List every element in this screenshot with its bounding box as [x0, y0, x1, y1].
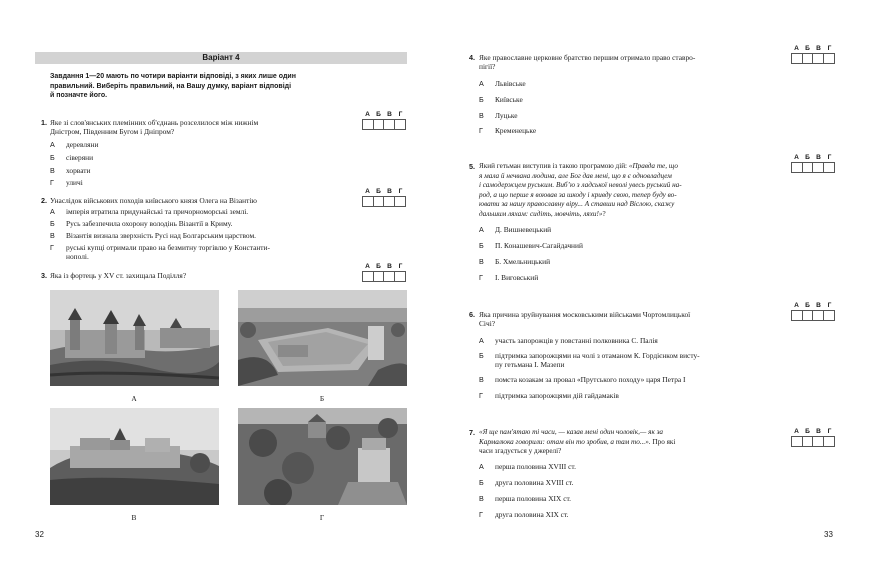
q5-question — [479, 162, 682, 220]
q7-option-g-letter: Г — [479, 510, 483, 519]
q5-quote-line-3: род, а що перше я воював за шкоду і кривду свою, тепер буду во- — [479, 190, 677, 199]
q5-quote-line-4: ювати за нашу православну віру... А ставши над Віслою, скажу — [479, 200, 675, 209]
q5-option-v-text: Б. Хмельницький — [495, 257, 551, 266]
q6-option-b-letter: Б — [479, 351, 484, 360]
variant-title: Варіант 4 — [35, 52, 407, 64]
q2-option-a-letter: А — [50, 207, 55, 216]
instructions-line-2: правильний. Виберіть правильний, на Вашу думку, варіант відповіді — [50, 82, 292, 90]
q2-option-b-letter: Б — [50, 219, 55, 228]
answer-letter: В — [816, 45, 821, 52]
q4-option-g-text: Кременецьке — [495, 126, 537, 135]
q5-lead-text: Який гетьман виступив із такою програмою дій: — [479, 162, 629, 170]
answer-cell-a[interactable] — [792, 437, 803, 446]
q6-option-v-letter: В — [479, 375, 484, 384]
answer-letter: А — [365, 188, 370, 195]
q5-number: 5. — [469, 162, 475, 171]
q4-question — [479, 53, 695, 71]
answer-cell-b[interactable] — [803, 437, 814, 446]
q1-option-g-text: уличі — [66, 178, 83, 187]
q1-option-b-letter: Б — [50, 153, 55, 162]
q5-quote-end: дальшим ляхам: сидіть, мовчіть, ляхи!» — [479, 209, 603, 218]
q5-answer-grid[interactable] — [791, 153, 835, 173]
answer-cell-a[interactable] — [363, 197, 374, 206]
fortress-caption-a: А — [131, 394, 137, 403]
q2-number: 2. — [41, 196, 47, 205]
answer-letter: В — [387, 263, 392, 270]
answer-cell-a[interactable] — [792, 54, 803, 63]
instructions-line-3: й позначте його. — [50, 92, 108, 99]
answer-cell-v[interactable] — [813, 54, 824, 63]
q2-question: Унаслідок військових походів київського князя Олега на Візантію — [50, 196, 257, 205]
answer-cell-b[interactable] — [803, 54, 814, 63]
page-number-left: 32 — [35, 530, 44, 539]
q7-number: 7. — [469, 428, 475, 437]
q2-option-g-letter: Г — [50, 243, 54, 252]
answer-letter: Г — [398, 188, 403, 195]
q4-option-b-text: Київське — [495, 95, 523, 104]
q1-answer-grid[interactable] — [362, 110, 406, 130]
q5-option-a-text: Д. Вишневецький — [495, 225, 552, 234]
q4-option-a-letter: А — [479, 79, 484, 88]
q7-option-v-letter: В — [479, 494, 484, 503]
answer-letter: Б — [805, 45, 810, 52]
q5-option-a-letter: А — [479, 225, 484, 234]
answer-cell-g[interactable] — [824, 311, 834, 320]
answer-cell-b[interactable] — [803, 311, 814, 320]
q2-option-v-text: Візантія визнала зверхність Русі над Болгарським царством. — [66, 231, 256, 240]
q6-option-a-text: участь запорожців у повстанні полковника С. Палія — [495, 336, 658, 345]
answer-cell-b[interactable] — [374, 197, 385, 206]
answer-cell-b[interactable] — [803, 163, 814, 172]
answer-cell-v[interactable] — [384, 272, 395, 281]
answer-cell-a[interactable] — [363, 120, 374, 129]
answer-letter: Б — [805, 428, 810, 435]
q1-option-a-text: деревляни — [66, 140, 99, 149]
fortress-photo-g[interactable] — [238, 408, 407, 505]
answer-cell-b[interactable] — [374, 120, 385, 129]
fortress-photo-a[interactable] — [50, 290, 219, 386]
answer-letter: Г — [827, 302, 832, 309]
fortress-photo-b[interactable] — [238, 290, 407, 386]
q4-answer-grid[interactable] — [791, 44, 835, 64]
q7-quote-line-2: Кармалюка говорили: отам він то зробив, а там то...». — [479, 437, 651, 446]
answer-letter: Г — [827, 428, 832, 435]
q7-option-b-text: друга половина XVIII ст. — [495, 478, 574, 487]
q7-text-tail: Про які — [650, 437, 676, 446]
answer-cell-g[interactable] — [395, 197, 405, 206]
q1-option-g-letter: Г — [50, 178, 54, 187]
answer-cell-g[interactable] — [395, 272, 405, 281]
answer-letter: Г — [827, 154, 832, 161]
instructions — [50, 72, 296, 101]
page-number-right: 33 — [824, 530, 833, 539]
answer-letter: Б — [376, 263, 381, 270]
answer-cell-g[interactable] — [824, 163, 834, 172]
fortress-photo-v[interactable] — [50, 408, 219, 505]
q1-option-v-text: хорвати — [66, 166, 91, 175]
answer-cell-g[interactable] — [395, 120, 405, 129]
answer-cell-v[interactable] — [813, 311, 824, 320]
answer-cell-g[interactable] — [824, 437, 834, 446]
q6-option-g-letter: Г — [479, 391, 483, 400]
q6-option-g-text: підтримка запорожцями дій гайдамаків — [495, 391, 619, 400]
answer-letter: А — [794, 428, 799, 435]
answer-cell-v[interactable] — [813, 437, 824, 446]
q7-question-line-2 — [479, 438, 675, 448]
q7-option-a-text: перша половина XVIII ст. — [495, 462, 576, 471]
answer-letter: В — [816, 302, 821, 309]
q7-option-g-text: друга половина XIX ст. — [495, 510, 569, 519]
q7-option-b-letter: Б — [479, 478, 484, 487]
q2-answer-grid[interactable] — [362, 187, 406, 207]
q5-quote-line-5 — [479, 210, 682, 220]
answer-letter: А — [794, 45, 799, 52]
q7-answer-grid[interactable] — [791, 427, 835, 447]
answer-letter: А — [365, 111, 370, 118]
q2-option-g-line-1: руські купці отримали право на безмитну торгівлю у Константи- — [66, 243, 270, 252]
q7-option-a-letter: А — [479, 462, 484, 471]
q1-option-a-letter: А — [50, 140, 55, 149]
answer-letter: В — [387, 188, 392, 195]
answer-letter: Г — [398, 263, 403, 270]
q4-question-line-2: пігії? — [479, 62, 496, 71]
q5-option-g-text: І. Виговський — [495, 273, 539, 282]
answer-cell-v[interactable] — [813, 163, 824, 172]
q1-question-line-2: Дністром, Південним Бугом і Дніпром? — [50, 127, 175, 136]
answer-letter: Б — [376, 188, 381, 195]
q6-question-line-2: Січі? — [479, 319, 496, 328]
answer-cell-a[interactable] — [363, 272, 374, 281]
q5-question-mark: ? — [602, 209, 606, 218]
q4-option-b-letter: Б — [479, 95, 484, 104]
q6-answer-grid[interactable] — [791, 301, 835, 321]
q1-option-v-letter: В — [50, 166, 55, 175]
q4-option-v-text: Луцьке — [495, 111, 518, 120]
q5-option-g-letter: Г — [479, 273, 483, 282]
answer-letter: Б — [805, 302, 810, 309]
answer-letter: В — [816, 154, 821, 161]
q2-option-b-text: Русь забезпечила охорону володінь Візантії в Криму. — [66, 219, 233, 228]
answer-cell-v[interactable] — [384, 120, 395, 129]
q5-quote-start: «Правда те, що — [628, 162, 678, 170]
answer-letter: Г — [398, 111, 403, 118]
q4-question-line-1: Яке православне церковне братство першим отримало право ставро- — [479, 53, 696, 62]
q4-option-v-letter: В — [479, 111, 484, 120]
q2-option-a-text: імперія втратила придунайські та причорноморські землі. — [66, 207, 249, 216]
q1-question-line-1: Яке зі слов'янських племінних об'єднань розселилося між нижнім — [50, 118, 259, 127]
answer-letter: В — [387, 111, 392, 118]
answer-cell-a[interactable] — [792, 311, 803, 320]
q2-option-g-line-2: нополі. — [66, 252, 89, 261]
q7-option-v-text: перша половина XIX ст. — [495, 494, 571, 503]
fortress-caption-b: Б — [319, 394, 325, 403]
q1-question — [50, 118, 258, 136]
q2-option-g-text — [66, 243, 270, 261]
q4-option-a-text: Львівське — [495, 79, 526, 88]
answer-cell-g[interactable] — [824, 54, 834, 63]
q6-number: 6. — [469, 310, 475, 319]
q5-option-b-text: П. Конашевич-Сагайдачний — [495, 241, 583, 250]
q4-number: 4. — [469, 53, 475, 62]
q5-quote-line-1: я мала й нечвана людина, але Бог дав мені, що я є одновладцем — [479, 171, 672, 180]
instructions-line-1: Завдання 1—20 мають по чотири варіанти відповіді, з яких лише один — [50, 73, 296, 80]
answer-cell-v[interactable] — [384, 197, 395, 206]
q6-question-line-1: Яка причина зруйнування московськими військами Чортомлицької — [479, 310, 691, 319]
q6-option-b-text — [495, 351, 700, 369]
q5-quote-line-2: і самодержцем руським. Вибʼю з ладської неволі увесь руський на- — [479, 181, 682, 190]
q2-option-v-letter: В — [50, 231, 55, 240]
answer-letter: В — [816, 428, 821, 435]
q3-number: 3. — [41, 271, 47, 280]
q4-option-g-letter: Г — [479, 126, 483, 135]
q6-option-b-line-1: підтримка запорожцями на чолі з отаманом К. Гордієнком висту- — [495, 351, 700, 360]
q5-option-b-letter: Б — [479, 241, 484, 250]
answer-letter: Г — [827, 45, 832, 52]
q6-option-v-text: помста козакам за провал «Прутського походу» царя Петра І — [495, 375, 686, 384]
q1-number: 1. — [41, 118, 47, 127]
q7-question — [479, 428, 675, 457]
q6-question — [479, 310, 690, 328]
q3-answer-grid[interactable] — [362, 262, 406, 282]
q7-question-line-3: часи згадується у джерелі? — [479, 447, 562, 456]
fortress-caption-v: В — [131, 513, 137, 522]
q5-option-v-letter: В — [479, 257, 484, 266]
q3-question: Яка із фортець у XV ст. захищала Поділля? — [50, 271, 187, 280]
q1-option-b-text: сіверяни — [66, 153, 94, 162]
q6-option-b-line-2: пу гетьмана І. Мазепи — [495, 360, 565, 369]
answer-letter: Б — [805, 154, 810, 161]
answer-letter: А — [365, 263, 370, 270]
q7-quote-line-1: «Я ще пам'ятаю ті часи, — казав мені один чоловік,— як за — [479, 428, 664, 436]
q5-question-line-1 — [479, 162, 682, 172]
fortress-caption-g: Г — [319, 513, 325, 522]
answer-cell-a[interactable] — [792, 163, 803, 172]
answer-letter: А — [794, 154, 799, 161]
answer-cell-b[interactable] — [374, 272, 385, 281]
answer-letter: А — [794, 302, 799, 309]
answer-letter: Б — [376, 111, 381, 118]
q6-option-a-letter: А — [479, 336, 484, 345]
